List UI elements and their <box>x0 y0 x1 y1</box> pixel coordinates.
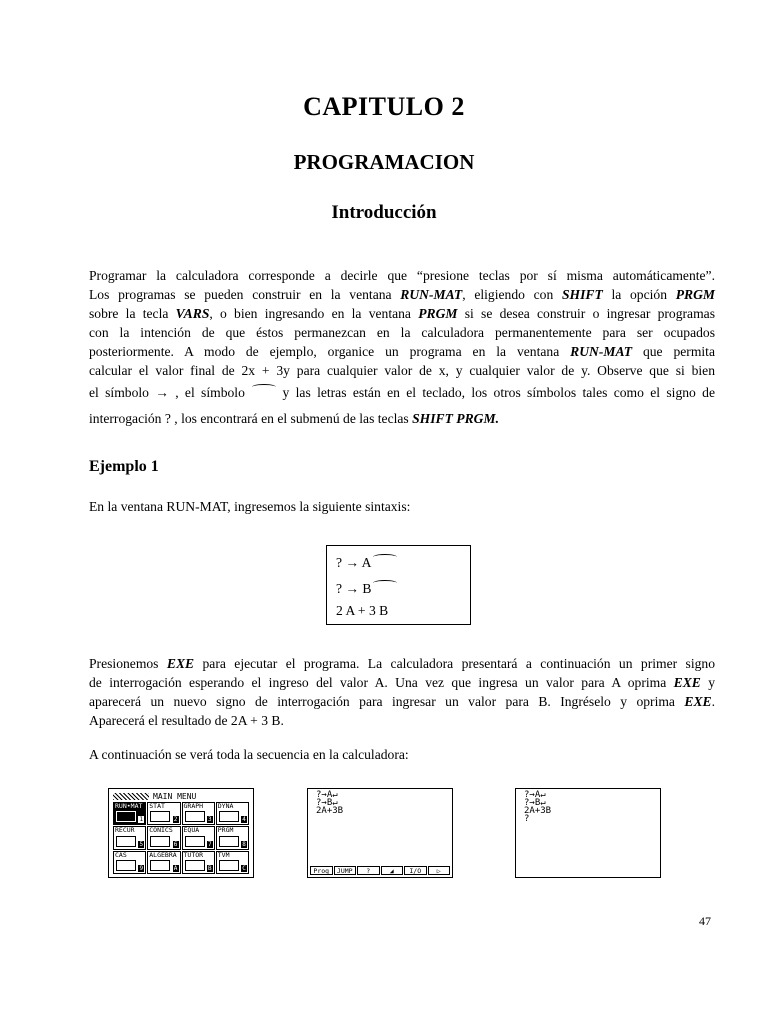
output-line: ? <box>524 814 530 824</box>
page-number: 47 <box>699 914 711 928</box>
main-menu-bar <box>113 792 249 801</box>
fkey-prog[interactable]: Prog <box>310 866 333 875</box>
fkey-question[interactable]: ? <box>357 866 380 875</box>
menu-icon-algebra[interactable]: ALGEBRA A <box>147 851 180 874</box>
sequence-intro: A continuación se verá toda la secuencia en la calculadora: <box>89 747 409 762</box>
program-code-box <box>326 545 471 625</box>
chapter-title: CAPITULO 2 <box>303 92 465 121</box>
fkey-io[interactable]: I/O <box>404 866 427 875</box>
store-arc-icon <box>373 580 397 586</box>
intro-line: Los programas se pueden construir en la ventana RUN-MAT, eligiendo con SHIFT la opción PRGM <box>89 287 715 302</box>
menu-icon-stat[interactable]: STAT 2 <box>147 802 180 825</box>
listing-line: 2A+3B <box>316 806 344 816</box>
output-line: 2A+3B <box>524 806 552 816</box>
intro-line: el símbolo → , el símbolo y las letras están en el teclado, los otros símbolos tales como el signo de <box>89 385 715 400</box>
store-arc-icon <box>373 554 397 560</box>
code-line: ? → B <box>336 580 397 597</box>
intro-line: sobre la tecla VARS, o bien ingresando en la ventana PRGM si se desea construir o ingresar programas <box>89 306 715 321</box>
menu-icon-conics[interactable]: CONICS 6 <box>147 826 180 849</box>
run-output <box>524 791 551 823</box>
menu-icon-run-mat[interactable]: RUN•MAT 1 <box>113 802 146 825</box>
menu-icon-tutor[interactable]: TUTOR B <box>182 851 215 874</box>
example-intro: En la ventana RUN-MAT, ingresemos la siguiente sintaxis: <box>89 499 411 514</box>
output-line: ?→A↵ <box>524 790 546 800</box>
fkey-jump[interactable]: JUMP <box>334 866 357 875</box>
output-line: ?→B↵ <box>524 798 546 808</box>
calculator-run-screen <box>515 788 661 878</box>
para-line: aparecerá un nuevo signo de interrogación para ingresar un valor para B. Ingréselo y oprima EXE. <box>89 694 715 709</box>
menu-icon-tvm[interactable]: TVM C <box>216 851 249 874</box>
para-line: de interrogación esperando el ingreso del valor A. Una vez que ingresa un valor para A oprima EXE y <box>89 675 715 690</box>
intro-line: posteriormente. A modo de ejemplo, organice un programa en la ventana RUN-MAT que permita <box>89 344 715 359</box>
menu-icon-prgm[interactable]: PRGM 8 <box>216 826 249 849</box>
listing-line: ?→A↵ <box>316 790 338 800</box>
example-heading: Ejemplo 1 <box>89 458 159 475</box>
menu-icon-cas[interactable]: CAS 9 <box>113 851 146 874</box>
program-listing <box>316 791 343 815</box>
calculator-program-screen <box>307 788 453 878</box>
para-line: Aparecerá el resultado de 2A + 3 B. <box>89 713 284 728</box>
main-menu-icon-grid <box>113 802 249 874</box>
intro-line: interrogación ? , los encontrará en el submenú de las teclas SHIFT PRGM. <box>89 411 499 426</box>
section-title: Introducción <box>331 202 437 223</box>
menu-icon-dyna[interactable]: DYNA 4 <box>216 802 249 825</box>
fkey-display[interactable]: ◢ <box>381 866 404 875</box>
menu-icon-equa[interactable]: EQUA 7 <box>182 826 215 849</box>
code-line: 2 A + 3 B <box>336 603 389 618</box>
menu-icon-graph[interactable]: GRAPH 3 <box>182 802 215 825</box>
para-line: Presionemos EXE para ejecutar el programa. La calculadora presentará a continuación un primer signo <box>89 656 715 671</box>
intro-paragraph <box>89 266 715 432</box>
function-key-bar <box>310 866 450 875</box>
intro-line: calcular el valor final de 2x + 3y para cualquier valor de x, y cualquier valor de y. Observe que si bien <box>89 363 715 378</box>
intro-line: Programar la calculadora corresponde a decirle que “presione teclas por sí misma automáticamente”. <box>89 268 715 283</box>
battery-hatch-icon <box>113 793 149 800</box>
menu-icon-recur[interactable]: RECUR 5 <box>113 826 146 849</box>
listing-line: ?→B↵ <box>316 798 338 808</box>
store-arc-icon <box>252 384 276 390</box>
code-line: ? → A <box>336 554 397 571</box>
chapter-subtitle: PROGRAMACION <box>293 150 475 174</box>
intro-line: con la intención de que éstos permanezcan en la calculadora permanentemente para ser ocupados <box>89 325 715 340</box>
execution-paragraph <box>89 654 715 730</box>
calculator-main-menu-screen <box>108 788 254 878</box>
fkey-more[interactable]: ▷ <box>428 866 451 875</box>
main-menu-title: MAIN MENU <box>153 792 197 801</box>
